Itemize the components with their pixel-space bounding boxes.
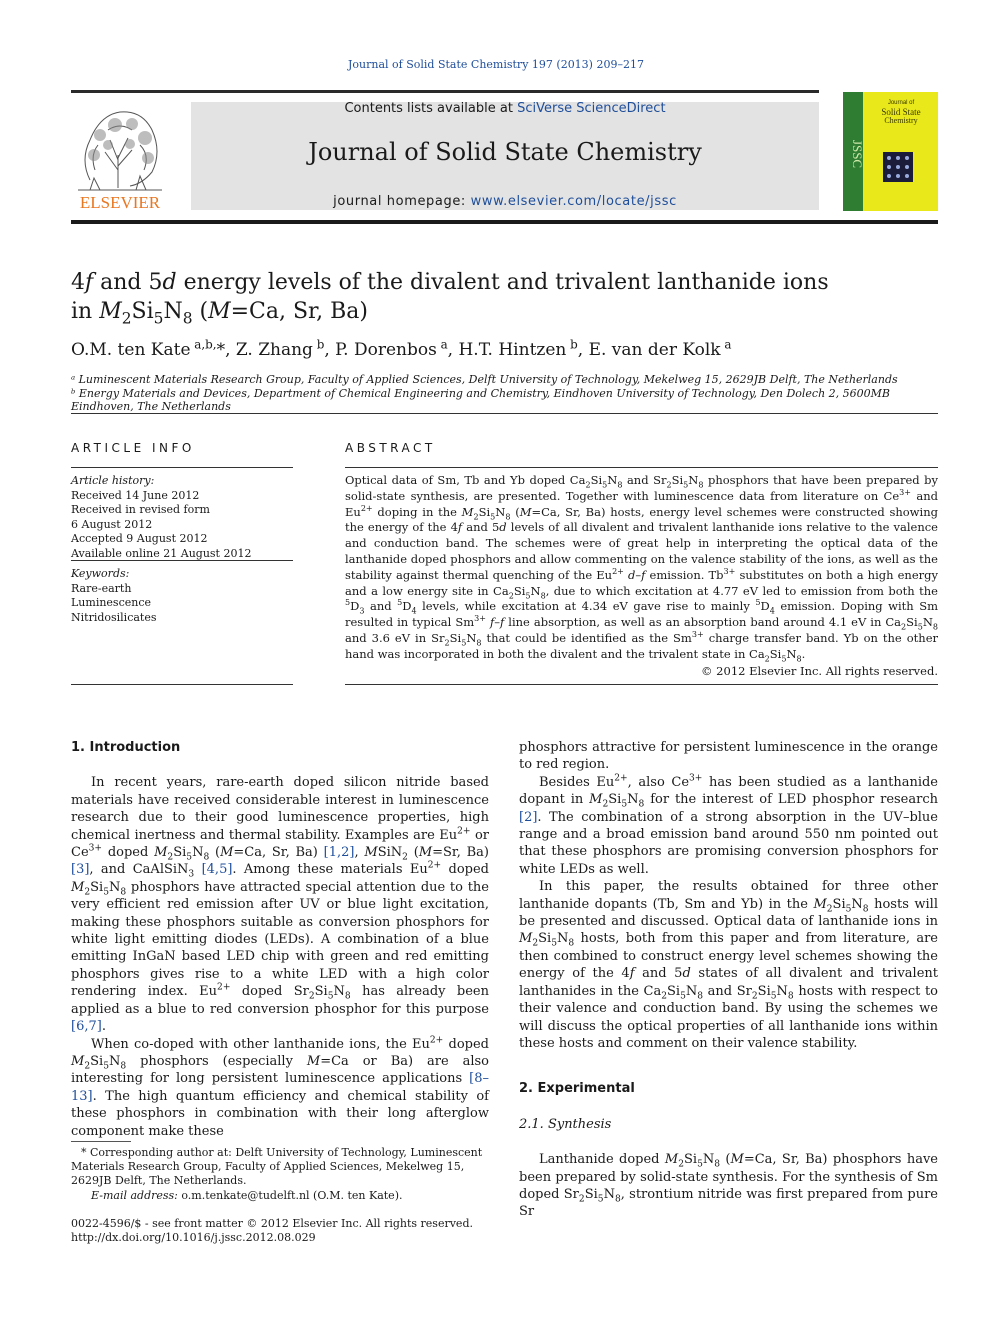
italic-text: M <box>99 299 122 324</box>
subscript-text: 2 <box>661 991 668 1002</box>
subscript-text: 5 <box>525 590 531 600</box>
subscript-text: 8 <box>120 887 127 898</box>
italic-text: M <box>664 1152 679 1168</box>
subscript-text: 5 <box>680 991 686 1002</box>
subscript-text: 3 <box>188 870 195 881</box>
homepage-link[interactable]: www.elsevier.com/locate/jssc <box>470 194 677 209</box>
synthesis-paragraph: Lanthanide doped $M_2Si_5N_8$ (M=Ca, Sr, Ba) phosphors have been prepared by solid-state synthesis. For the synthesis of Sm doped $Sr_2Si_5N_8$, strontium nitride was first prepared from pure Sr <box>519 1152 938 1220</box>
italic-text: M <box>154 845 168 861</box>
subscript-text: 5 <box>781 654 787 664</box>
email-link[interactable]: o.m.tenkate@tudelft.nl (O.M. ten Kate). <box>181 1189 403 1202</box>
contents-prefix: Contents lists available at <box>344 101 518 116</box>
subscript-text: 2 <box>121 309 132 328</box>
email-note <box>91 1189 489 1203</box>
article-info-bottom-rule <box>71 684 293 685</box>
keyword: Nitridosilicates <box>71 610 157 624</box>
subscript-text: 8 <box>505 511 511 521</box>
footnote-rule <box>71 1141 131 1142</box>
subscript-text: 2 <box>532 939 539 950</box>
author-list: O.M. ten Kate $^{a,b,}$*, Z. Zhang $^b$, P. Dorenbos $^a$, H.T. Hintzen $^b$, E. van der Kolk $^a$ <box>71 337 732 360</box>
intro-paragraph-2: When co-doped with other lanthanide ions, the $Eu^{2+}$ doped $M_2Si_5N_8$ phosphors (especially M=Ca or Ba) are also interesting for long persistent luminescence applications [8–13]. The high quantum efficiency and chemical stability of these phosphors in combination with their long afterglow component make these <box>71 1035 490 1139</box>
italic-text: M <box>71 1053 85 1069</box>
italic-text: M <box>418 845 433 861</box>
subscript-text: 2 <box>444 638 450 648</box>
abstract-bottom-rule <box>345 684 938 685</box>
supscript-text: 5 <box>397 598 403 608</box>
subscript-text: 5 <box>103 887 109 898</box>
subscript-text: 2 <box>402 852 408 863</box>
subscript-text: 5 <box>461 638 467 648</box>
intro-paragraph-5: In this paper, the results obtained for three other lanthanide dopants (Tb, Sm and Yb) in the $M_2Si_5N_8$ hosts will be presented and discussed. Optical data of lanthanide ions in $M_2Si_5N_8$ hosts, both from this paper and from literature, are then combined to construct energy level schemes showing the energy of the 4f and 5d states of all divalent and trivalent lanthanides in the $Ca_2Si_5N_8$ and $Sr_2Si_5N_8$ hosts with respect to their valence and conduction band. By using the schemes we will discuss the optical properties of all lanthanide ions within these hosts and comment on their valence stability. <box>519 879 939 1051</box>
supscript-text: 5 <box>345 598 351 608</box>
subscript-text: 2 <box>84 1061 91 1072</box>
cover-title-2: Solid State <box>881 107 921 117</box>
header-bottom-rule <box>71 220 938 224</box>
keyword: Rare-earth <box>71 581 132 595</box>
affiliation-b: ᵇ Energy Materials and Devices, Department of Chemical Engineering and Chemistry, Eindhoven University of Technology, Den Dolech 2, 5600MB Eindhoven, The Netherlands <box>71 387 891 413</box>
section-heading-experimental: 2. Experimental <box>519 1081 635 1097</box>
italic-text: M <box>519 504 532 519</box>
supscript-text: 5 <box>755 598 761 608</box>
italic-text: f <box>490 615 495 630</box>
subscript-text: 8 <box>862 904 869 915</box>
elsevier-logo <box>70 100 170 212</box>
subscript-text: 2 <box>901 622 907 632</box>
supscript-text: 3+ <box>899 487 912 497</box>
subscript-text: 3 <box>359 606 365 616</box>
homepage-line <box>191 194 819 209</box>
reference-link[interactable]: [8–13] <box>71 1071 489 1104</box>
reference-link[interactable]: [4,5] <box>201 862 233 878</box>
subscript-text: 2 <box>764 654 770 664</box>
journal-cover <box>843 92 938 211</box>
doi-link[interactable]: http://dx.doi.org/10.1016/j.jssc.2012.08.029 <box>71 1231 316 1244</box>
subscript-text: 8 <box>638 799 645 810</box>
subscript-text: 5 <box>103 1061 109 1072</box>
left-column <box>71 739 489 1140</box>
supscript-text: 2+ <box>457 826 471 837</box>
abstract-heading: ABSTRACT <box>345 441 436 455</box>
italic-text: M <box>730 1152 744 1168</box>
subscript-text: 8 <box>697 991 704 1002</box>
subscript-text: 2 <box>167 852 174 863</box>
journal-citation-link[interactable]: Journal of Solid State Chemistry 197 (2013) 209–217 <box>348 58 644 71</box>
abstract-copyright: © 2012 Elsevier Inc. All rights reserved. <box>701 664 938 678</box>
subscript-text: 5 <box>597 1194 604 1205</box>
subscript-text: 8 <box>614 1194 621 1205</box>
right-column <box>519 739 938 1221</box>
italic-text: M <box>519 931 533 947</box>
journal-cover-image <box>843 92 938 211</box>
italic-text: M <box>208 299 231 324</box>
subscript-text: 2 <box>84 887 91 898</box>
history-line: Received in revised form <box>71 503 210 516</box>
italic-text: f <box>500 615 505 630</box>
supscript-text: 2+ <box>429 1035 444 1046</box>
italic-text: M <box>461 504 474 519</box>
subscript-text: 5 <box>490 511 496 521</box>
intro-paragraph-3: phosphors attractive for persistent luminescence in the orange to red region. <box>519 740 938 773</box>
subsection-heading-synthesis: 2.1. Synthesis <box>519 1116 612 1132</box>
subscript-text: 4 <box>769 606 775 616</box>
supscript-text: a,b, <box>190 337 217 352</box>
italic-text: M <box>220 845 234 861</box>
article-info-heading: ARTICLE INFO <box>71 441 195 455</box>
subscript-text: 5 <box>697 1159 703 1170</box>
italic-text: d <box>162 270 177 295</box>
cover-side-text: JSSC <box>850 139 865 169</box>
subscript-text: 8 <box>617 480 623 490</box>
subscript-text: 5 <box>186 852 193 863</box>
italic-text: M <box>589 792 603 808</box>
italic-text: f <box>457 520 463 535</box>
reference-link[interactable]: [6,7] <box>71 1019 102 1035</box>
subscript-text: 2 <box>473 511 479 521</box>
subscript-text: 2 <box>585 480 591 490</box>
subscript-text: 8 <box>120 1061 127 1072</box>
reference-link[interactable]: [3] <box>71 862 90 878</box>
history-line: Received 14 June 2012 <box>71 488 200 502</box>
supscript-text: a <box>436 337 448 352</box>
subscript-text: 8 <box>568 939 575 950</box>
subscript-text: 8 <box>796 654 802 664</box>
reference-link[interactable]: [1,2] <box>323 845 355 861</box>
supscript-text: b <box>566 337 578 352</box>
cover-title-1: Journal of <box>887 100 915 106</box>
history-line: Available online 21 August 2012 <box>71 546 252 560</box>
keywords-block <box>71 567 293 625</box>
supscript-text: b <box>312 337 325 352</box>
section-heading-introduction: 1. Introduction <box>71 740 181 755</box>
cover-title-3: Chemistry <box>884 116 918 125</box>
supscript-text: 3+ <box>689 773 703 784</box>
italic-text: d <box>628 567 636 582</box>
journal-title: Journal of Solid State Chemistry <box>308 138 702 166</box>
italic-text: M <box>306 1053 321 1069</box>
corresponding-author-note: * Corresponding author at: Delft University of Technology, Luminescent Materials Research Group, Faculty of Applied Sciences, Mekelweg 15, 2629JB Delft, The Netherlands. <box>71 1146 483 1187</box>
supscript-text: a <box>720 337 732 352</box>
subscript-text: 2 <box>751 991 758 1002</box>
article-history <box>71 474 293 561</box>
subscript-text: 2 <box>578 1194 585 1205</box>
supscript-text: 2+ <box>612 566 624 576</box>
subscript-text: 8 <box>182 309 193 328</box>
intro-paragraph-1: In recent years, rare-earth doped silicon nitride based materials have received considerable interest in luminescence research due to their good luminescence properties, high chemical inertness and thermal stability. Examples are $Eu^{2+}$ or $Ce^{3+}$ doped $M_2Si_5N_8$ (M=Ca, Sr, Ba) [1,2], MSiN$_2$ (M=Sr, Ba) [3], and CaAlSiN$_3$ [4,5]. Among these materials $Eu^{2+}$ doped $M_2Si_5N_8$ phosphors have attracted special attention due to the very efficient red emission after UV or blue light excitation, making these phosphors suitable as conversion phosphors for white light emitting diodes (LEDs). A combination of a blue emitting InGaN based LED chip with green and red emitting phosphors gives rise to a white LED with a high color rendering index. $Eu^{2+}$ doped $Sr_2Si_5N_8$ has already been applied as a blue to red conversion phosphor for this purpose [6,7]. <box>71 775 489 1035</box>
supscript-text: 2+ <box>217 982 231 993</box>
history-label: Article history: <box>71 474 155 487</box>
italic-text: M <box>71 879 85 895</box>
italic-text: f <box>629 966 635 982</box>
keyword: Luminescence <box>71 596 152 609</box>
subscript-text: 5 <box>621 799 628 810</box>
subscript-text: 5 <box>845 904 852 915</box>
italic-text: M <box>364 845 378 861</box>
subscript-text: 2 <box>666 480 672 490</box>
supscript-text: 3+ <box>723 566 736 576</box>
italic-text: M <box>813 896 827 912</box>
keywords-label: Keywords: <box>71 567 130 580</box>
subscript-text: 8 <box>476 638 482 648</box>
subscript-text: 8 <box>698 480 704 490</box>
issn-line: 0022-4596/$ - see front matter © 2012 Elsevier Inc. All rights reserved. <box>71 1217 473 1230</box>
subscript-text: 5 <box>602 480 608 490</box>
email-label: E-mail address: <box>91 1189 182 1202</box>
abstract-body: Optical data of Sm, Tb and Yb doped $Ca_2Si_5N_8$ and $Sr_2Si_5N_8$ phosphors that have been prepared by solid-state synthesis, are presented. Together with luminescence data from literature on $Ce^{3+}$ and $Eu^{2+}$ doping in the $M_2Si_5N_8$ (M=Ca, Sr, Ba) hosts, energy level schemes were constructed showing the energy of the 4f and 5d levels of all divalent and trivalent lanthanide ions relative to the valence and conduction band. The schemes were of great help in interpreting the optical data of the lanthanide doped phosphors and allow commenting on the valence stability of the ions, as well as the stability against thermal quenching of the $Eu^{2+}$ d–f emission. $Tb^{3+}$ substitutes on both a high energy and a low energy site in $Ca_2Si_5N_8$, due to which excitation at 4.77 eV led to emission from both the $^5D_3$ and $^5D_4$ levels, while excitation at 4.34 eV gave rise to mainly $^5D_4$ emission. Doping with Sm resulted in typical $Sm^{3+}$ f–f line absorption, as well as an absorption band around 4.1 eV in $Ca_2Si_5N_8$ and 3.6 eV in $Sr_2Si_5N_8$ that could be identified as the $Sm^{3+}$ charge transfer band. Yb on the other hand was incorporated in both the divalent and the trivalent state in $Ca_2Si_5N_8$. <box>345 473 939 664</box>
article-title: 4f and 5d energy levels of the divalent and trivalent lanthanide ions in $M_2Si_5N_8$ (M=Ca, Sr, Ba) <box>71 270 829 328</box>
supscript-text: 2+ <box>614 773 628 784</box>
subscript-text: 8 <box>714 1159 721 1170</box>
subscript-text: 2 <box>826 904 833 915</box>
subscript-text: 8 <box>787 991 794 1002</box>
affiliation-a: ᵃ Luminescent Materials Research Group, Faculty of Applied Sciences, Delft University of Technology, Mekelweg 15, 2629JB Delft, The Netherlands <box>71 373 898 386</box>
subscript-text: 5 <box>770 991 777 1002</box>
history-line: 6 August 2012 <box>71 517 153 531</box>
italic-text: f <box>641 567 646 582</box>
article-info-rule <box>71 467 293 468</box>
subscript-text: 5 <box>917 622 923 632</box>
supscript-text: 3+ <box>88 843 103 854</box>
supscript-text: 3+ <box>691 630 704 640</box>
subscript-text: 5 <box>153 309 164 328</box>
affiliation-rule <box>71 413 938 414</box>
subscript-text: 5 <box>683 480 689 490</box>
subscript-text: 2 <box>678 1159 684 1170</box>
subscript-text: 5 <box>551 939 557 950</box>
homepage-prefix: journal homepage: <box>333 194 471 209</box>
supscript-text: 2+ <box>427 861 442 872</box>
subscript-text: 8 <box>540 590 546 600</box>
subscript-text: 8 <box>203 852 210 863</box>
subscript-text: 5 <box>327 991 334 1002</box>
subscript-text: 8 <box>344 991 351 1002</box>
supscript-text: 3+ <box>474 614 486 624</box>
subscript-text: 2 <box>508 590 514 600</box>
history-line: Accepted 9 August 2012 <box>71 532 208 545</box>
abstract-rule <box>345 467 938 468</box>
subscript-text: 8 <box>932 622 939 632</box>
intro-paragraph-4: Besides $Eu^{2+}$, also $Ce^{3+}$ has been studied as a lanthanide dopant in $M_2Si_5N_8$ for the interest of LED phosphor research [2]. The combination of a strong absorption in the UV–blue range and a broad emission band around 550 nm pointed out that these phosphors are promising conversion phosphors for white LEDs as well. <box>519 773 938 877</box>
elsevier-tree-icon <box>70 100 170 212</box>
contents-line <box>191 101 819 116</box>
subscript-text: 4 <box>411 606 417 616</box>
italic-text: d <box>682 966 691 982</box>
publisher-wordmark: ELSEVIER <box>79 193 161 212</box>
history-rule <box>71 560 293 561</box>
supscript-text: 2+ <box>360 503 373 513</box>
header-top-rule <box>71 90 819 93</box>
subscript-text: 2 <box>602 799 609 810</box>
subscript-text: 2 <box>308 991 315 1002</box>
italic-text: f <box>85 270 94 295</box>
reference-link[interactable]: [2] <box>519 809 538 825</box>
italic-text: d <box>499 520 507 535</box>
sciencedirect-link[interactable]: SciVerse ScienceDirect <box>517 101 666 116</box>
